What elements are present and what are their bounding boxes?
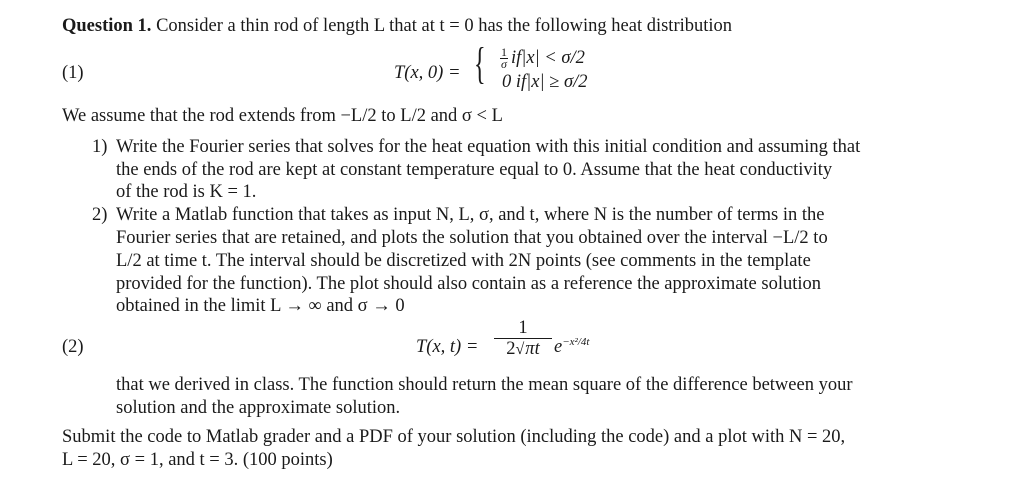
equation-1-lhs: T(x, 0) = (394, 63, 461, 83)
item-2-line-3: L/2 at time t. The interval should be discretized with 2N points (see comments in the template (116, 251, 811, 271)
equation-2-numerator: 1 (494, 318, 552, 339)
question-intro: Consider a thin rod of length L that at t = 0 has the following heat distribution (156, 16, 733, 36)
equation-2-exponential: $e^{-x^2/4t}$ (554, 335, 590, 357)
equation-2-denominator: 2√πt (506, 339, 540, 359)
item-1-number: 1) (92, 137, 108, 157)
equation-1-fraction: $\frac{1}{\sigma}$ (501, 45, 507, 71)
after-eq2-line-2: solution and the approximate solution. (116, 398, 401, 418)
item-2-number: 2) (92, 205, 108, 225)
item-2-line-5: obtained in the limit L → ∞ and σ → 0 (116, 296, 405, 316)
submit-line-1: Submit the code to Matlab grader and a PDF of your solution (including the code) and a plot with N = 20, (62, 427, 846, 447)
item-2-line-2: Fourier series that are retained, and plots the solution that you obtained over the interval −L/2 to (116, 228, 828, 248)
equation-2-lhs: T(x, t) = (416, 337, 479, 357)
equation-2-fraction (494, 318, 552, 360)
submit-line-2: L = 20, σ = 1, and t = 3. (100 points) (62, 450, 333, 470)
equation-1-label: (1) (62, 63, 84, 83)
item-2-line-1: Write a Matlab function that takes as input N, L, σ, and t, where N is the number of terms in the (116, 205, 825, 225)
equation-2-label: (2) (62, 337, 84, 357)
question-first-line (62, 15, 732, 38)
item-1-line-2: the ends of the rod are kept at constant temperature equal to 0. Assume that the heat conductivity (116, 160, 833, 180)
assumption-text: We assume that the rod extends from −L/2 to L/2 and σ < L (62, 106, 503, 126)
equation-1-case-2: 0 if|x| ≥ σ/2 (502, 72, 588, 92)
after-eq2-line-1: that we derived in class. The function should return the mean square of the difference between your (116, 375, 853, 395)
item-1-line-3: of the rod is K = 1. (116, 182, 257, 202)
equation-1-brace: { (474, 39, 486, 88)
question-heading: Question 1. (62, 16, 152, 36)
equation-1-case-1: $\frac{1}{\sigma}$ if|x| < σ/2 (501, 45, 585, 71)
item-1-line-1: Write the Fourier series that solves for the heat equation with this initial condition and assuming that (116, 137, 861, 157)
item-2-line-4: provided for the function). The plot should also contain as a reference the approximate solution (116, 274, 822, 294)
